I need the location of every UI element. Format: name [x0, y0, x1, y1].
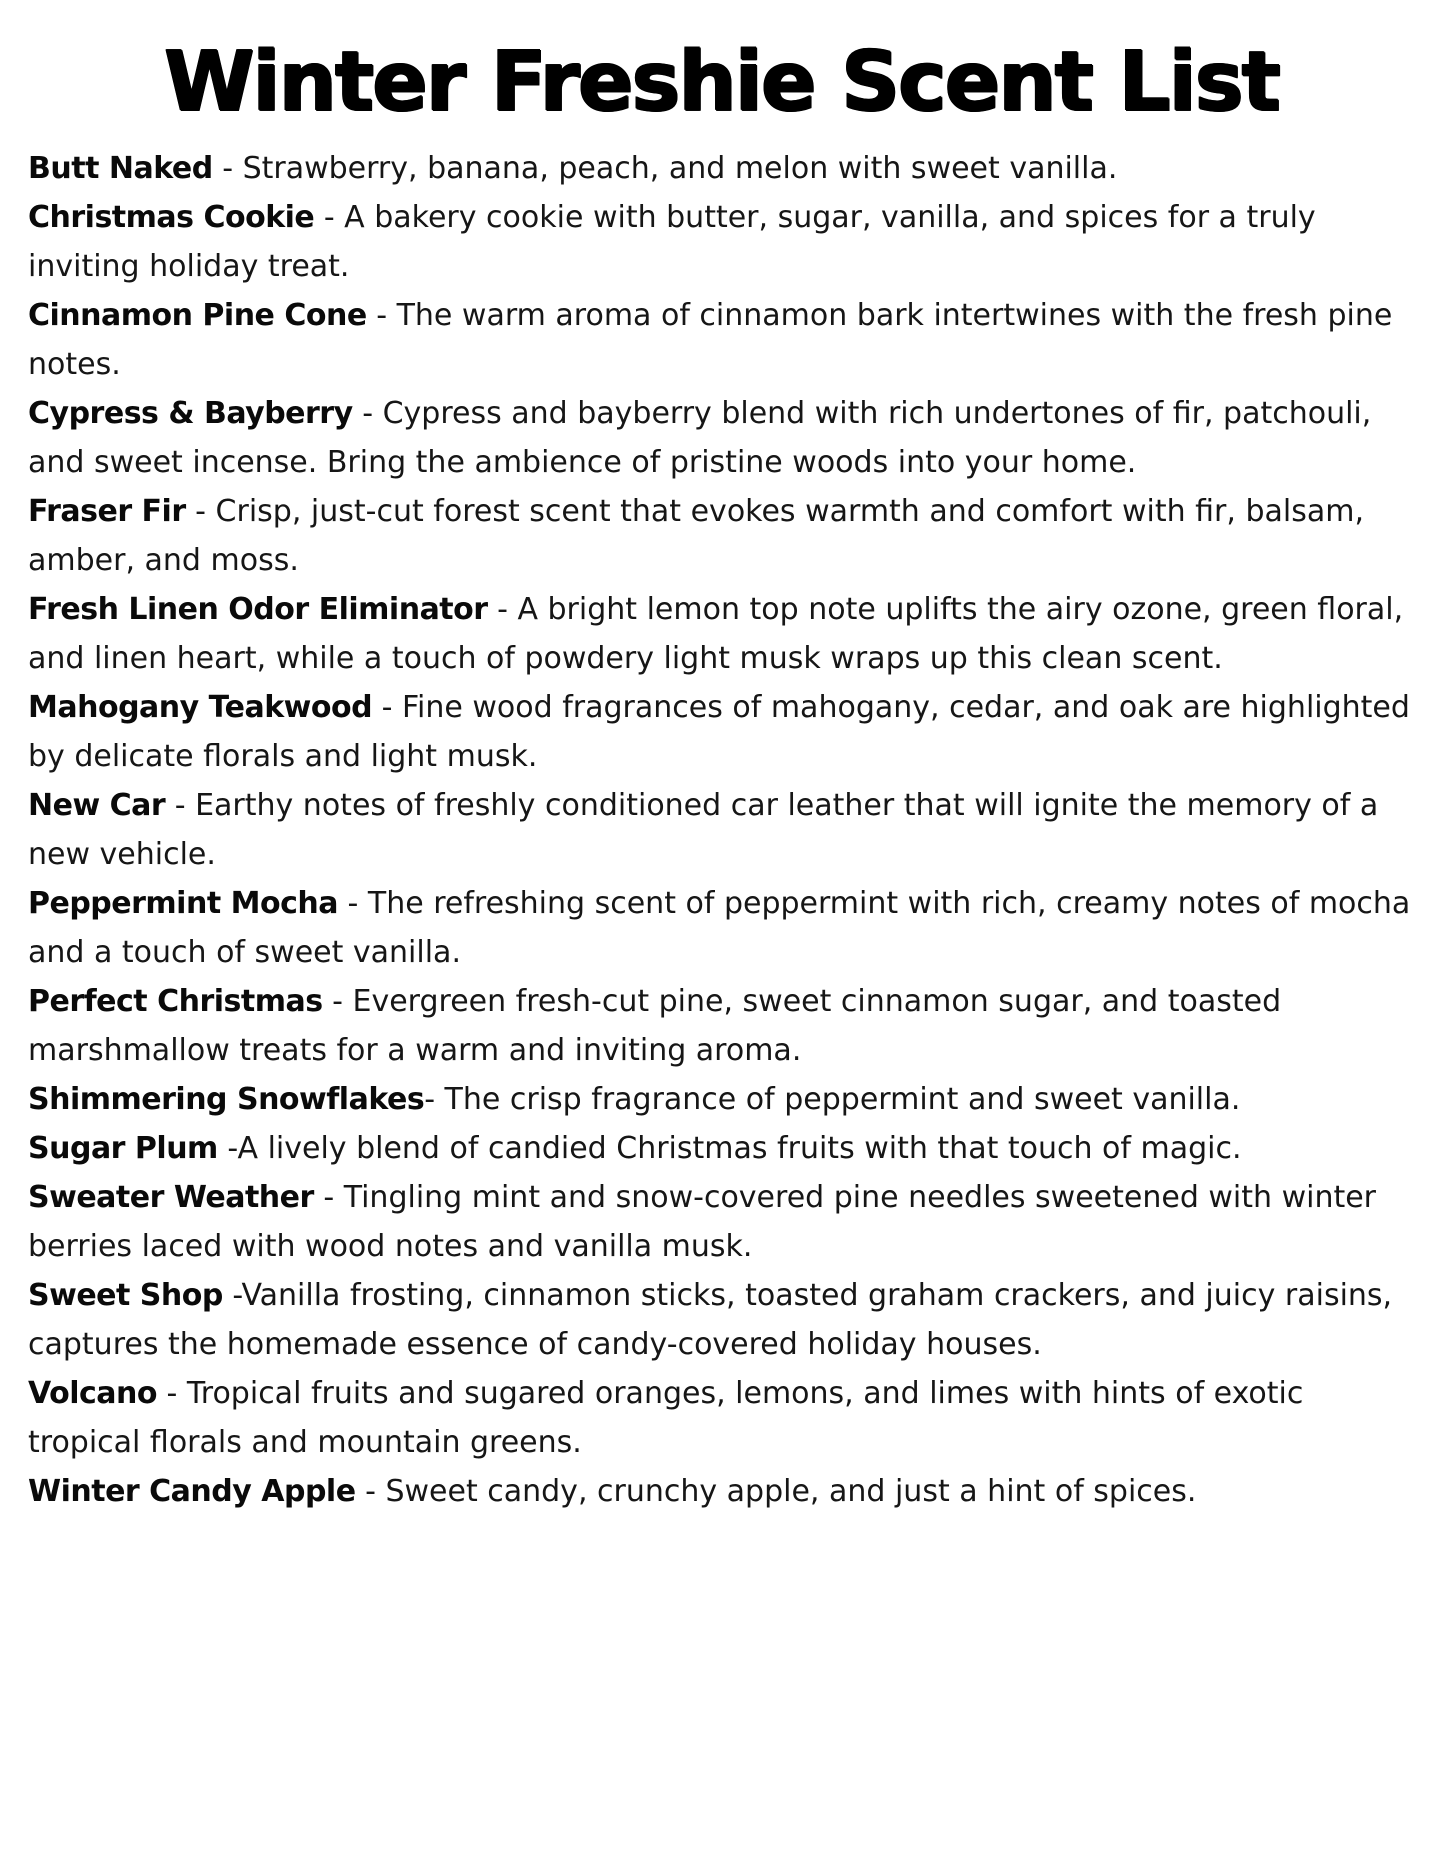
scent-item — [28, 389, 1415, 487]
scent-item — [28, 977, 1415, 1075]
scent-description: -Vanilla frosting, cinnamon sticks, toasted graham crackers, and juicy raisins, captures the homemade essence of candy-covered holiday houses. — [28, 1278, 1393, 1363]
scent-name: Fraser Fir — [28, 494, 186, 530]
scent-item — [28, 487, 1415, 585]
scent-item — [28, 1467, 1415, 1516]
scent-name: Sugar Plum — [28, 1131, 218, 1167]
scent-name: Mahogany Teakwood — [28, 690, 373, 726]
scent-description: - Crisp, just-cut forest scent that evokes warmth and comfort with fir, balsam, amber, and moss. — [28, 494, 1364, 579]
scent-name: Cinnamon Pine Cone — [28, 298, 367, 334]
scent-description: - Evergreen fresh-cut pine, sweet cinnamon sugar, and toasted marshmallow treats for a warm and inviting aroma. — [28, 984, 1282, 1069]
scent-list — [28, 144, 1415, 1516]
scent-name: Christmas Cookie — [28, 200, 315, 236]
scent-description: - Tingling mint and snow-covered pine needles sweetened with winter berries laced with wood notes and vanilla musk. — [28, 1180, 1377, 1265]
scent-item — [28, 291, 1415, 389]
scent-item — [28, 879, 1415, 977]
scent-item — [28, 1075, 1415, 1124]
scent-description: - Strawberry, banana, peach, and melon with sweet vanilla. — [212, 151, 1118, 187]
scent-item — [28, 781, 1415, 879]
scent-description: - A bakery cookie with butter, sugar, vanilla, and spices for a truly inviting holiday treat. — [28, 200, 1316, 285]
scent-description: - The warm aroma of cinnamon bark intertwines with the fresh pine notes. — [28, 298, 1393, 383]
scent-name: Sweet Shop — [28, 1278, 223, 1314]
scent-description: - The refreshing scent of peppermint with rich, creamy notes of mocha and a touch of sweet vanilla. — [28, 886, 1411, 971]
scent-name: Peppermint Mocha — [28, 886, 338, 922]
scent-description: - Cypress and bayberry blend with rich undertones of fir, patchouli, and sweet incense. Bring the ambience of pristine woods into your home. — [28, 396, 1372, 481]
scent-description: - The crisp fragrance of peppermint and sweet vanilla. — [424, 1082, 1241, 1118]
scent-item — [28, 1369, 1415, 1467]
scent-description: - Fine wood fragrances of mahogany, cedar, and oak are highlighted by delicate florals and light musk. — [28, 690, 1410, 775]
scent-name: Volcano — [28, 1376, 157, 1412]
scent-description: - Tropical fruits and sugared oranges, lemons, and limes with hints of exotic tropical florals and mountain greens. — [28, 1376, 1304, 1461]
scent-item — [28, 193, 1415, 291]
scent-name: Perfect Christmas — [28, 984, 323, 1020]
scent-item — [28, 1173, 1415, 1271]
page-title: Winter Freshie Scent List — [164, 35, 1279, 130]
scent-name: Sweater Weather — [28, 1180, 314, 1216]
scent-name: Fresh Linen Odor Eliminator — [28, 592, 488, 628]
scent-description: - A bright lemon top note uplifts the airy ozone, green floral, and linen heart, while a touch of powdery light musk wraps up this clean scent. — [28, 592, 1404, 677]
scent-description: - Sweet candy, crunchy apple, and just a hint of spices. — [355, 1474, 1197, 1510]
scent-item — [28, 683, 1415, 781]
scent-name: Winter Candy Apple — [28, 1474, 356, 1510]
scent-name: Butt Naked — [28, 151, 213, 187]
scent-item — [28, 1124, 1415, 1173]
scent-name: Cypress & Bayberry — [28, 396, 353, 432]
scent-name: Shimmering Snowflakes — [28, 1082, 425, 1118]
scent-item — [28, 144, 1415, 193]
scent-item — [28, 585, 1415, 683]
scent-item — [28, 1271, 1415, 1369]
scent-name: New Car — [28, 788, 166, 824]
scent-description: - Earthy notes of freshly conditioned car leather that will ignite the memory of a new vehicle. — [28, 788, 1379, 873]
scent-description: -A lively blend of candied Christmas fruits with that touch of magic. — [217, 1131, 1242, 1167]
